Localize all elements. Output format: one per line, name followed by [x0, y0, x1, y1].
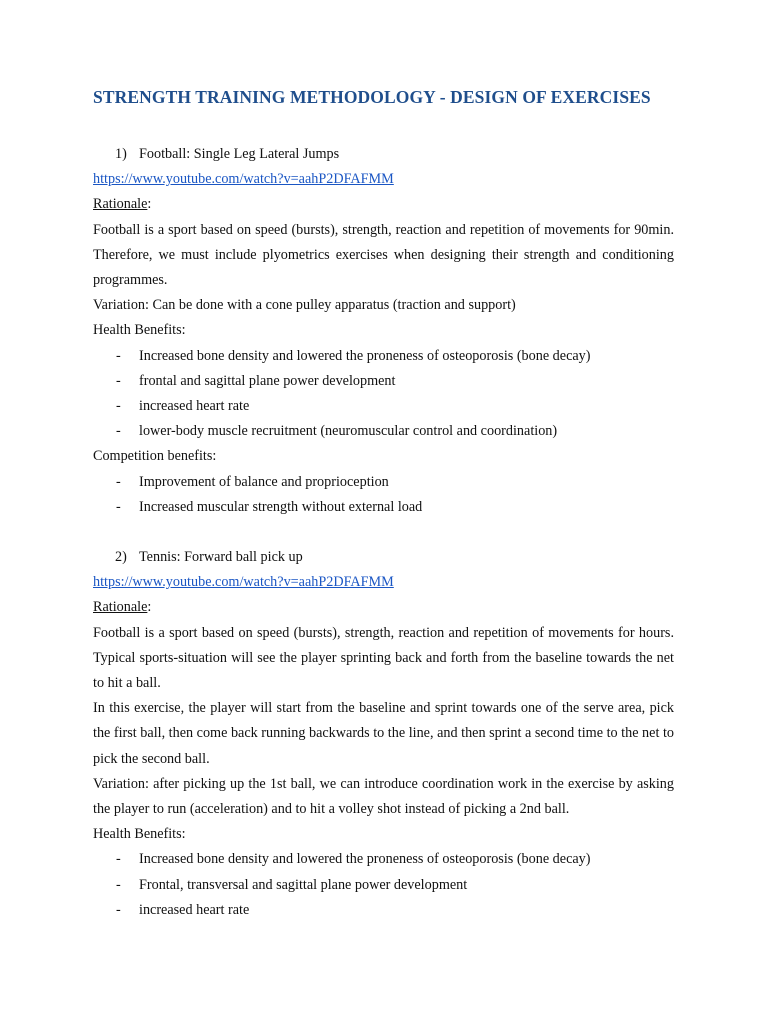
section-1: 1) Football: Single Leg Lateral Jumps https://www.youtube.com/watch?v=aahP2DFAFMM Rationale: Football is a sport based on speed (bursts), strength, reaction and repetition of movements for 90min. Therefore, we must include plyometrics exercises when designing their strength and conditioning programmes. Variation: Can be done with a cone pulley apparatus (traction and support) Health Benefits: - Increased bone density and lowered the proneness of osteoporosis (bone decay) - frontal and sagittal plane power development - increased heart rate - lower-body muscle recruitment (neuromuscular control and coordination) Competition benefits: - Improvement of balance and proprioception - Increased muscular strength without external load: [93, 142, 674, 520]
health-benefits-list: [93, 344, 674, 445]
health-benefits-label: Health Benefits:: [93, 322, 186, 339]
rationale-paragraph: Football is a sport based on speed (bursts), strength, reaction and repetition of movements for hours. Typical sports-situation will see the player sprinting back and forth from the baseline towards the net to hit a ball.: [93, 624, 674, 692]
document-title: STRENGTH TRAINING METHODOLOGY - DESIGN OF EXERCISES: [93, 87, 651, 107]
rationale-paragraph: Football is a sport based on speed (bursts), strength, reaction and repetition of movements for 90min. Therefore, we must include plyometrics exercises when designing their strength and conditioning programmes.: [93, 221, 674, 289]
variation-paragraph: Variation: Can be done with a cone pulley apparatus (traction and support): [93, 297, 516, 314]
list-item: - increased heart rate: [116, 398, 250, 415]
section-title: Football: Single Leg Lateral Jumps: [139, 146, 340, 162]
video-link[interactable]: https://www.youtube.com/watch?v=aahP2DFAFMM: [93, 171, 394, 188]
variation-paragraph: Variation: after picking up the 1st ball, we can introduce coordination work in the exercise by asking the player to run (acceleration) and to hit a volley shot instead of picking a 2nd ball.: [93, 775, 674, 818]
competition-benefits-list: [93, 470, 674, 520]
section-number: 1): [115, 146, 127, 162]
exercise-description-paragraph: In this exercise, the player will start from the baseline and sprint towards one of the serve area, pick the first ball, then come back running backwards to the line, and then sprint a second time to the net to pick the second ball.: [93, 700, 674, 767]
list-item: - Increased muscular strength without external load: [116, 498, 423, 515]
list-item: - Increased bone density and lowered the proneness of osteoporosis (bone decay): [116, 347, 591, 364]
section-heading: [93, 545, 674, 570]
list-item: - Frontal, transversal and sagittal plane power development: [116, 876, 468, 893]
list-item: - Increased bone density and lowered the proneness of osteoporosis (bone decay): [116, 851, 591, 868]
list-item: - frontal and sagittal plane power development: [116, 372, 396, 389]
rationale-label: Rationale: [93, 599, 148, 616]
list-item: - increased heart rate: [116, 901, 250, 918]
competition-benefits-label: Competition benefits:: [93, 448, 217, 465]
rationale-label: Rationale: [93, 196, 148, 213]
section-number: 2): [115, 549, 127, 566]
section-title: Tennis: Forward ball pick up: [139, 549, 303, 566]
health-benefits-list: [93, 847, 674, 923]
section-2: 2) Tennis: Forward ball pick up https://www.youtube.com/watch?v=aahP2DFAFMM Rationale: Football is a sport based on speed (bursts), strength, reaction and repetition of movements for hours. Typical sports-situation will see the player sprinting back and forth from the baseline towards the net to hit a ball. In this exercise, the player will start from the baseline and sprint towards one of the serve area, pick the first ball, then come back running backwards to the line, and then sprint a second time to the net to pick the second ball. Variation: after picking up the 1st ball, we can introduce coordination work in the exercise by asking the player to run (acceleration) and to hit a volley shot instead of picking a 2nd ball. Health Benefits: - Increased bone density and lowered the proneness of osteoporosis (bone decay) - Frontal, transversal and sagittal plane power development - increased heart rate: [93, 545, 674, 923]
list-item: - Improvement of balance and proprioception: [116, 473, 389, 490]
list-item: - lower-body muscle recruitment (neuromuscular control and coordination): [116, 423, 558, 440]
section-heading: [93, 142, 674, 167]
video-link[interactable]: https://www.youtube.com/watch?v=aahP2DFAFMM: [93, 574, 394, 591]
health-benefits-label: Health Benefits:: [93, 826, 186, 843]
